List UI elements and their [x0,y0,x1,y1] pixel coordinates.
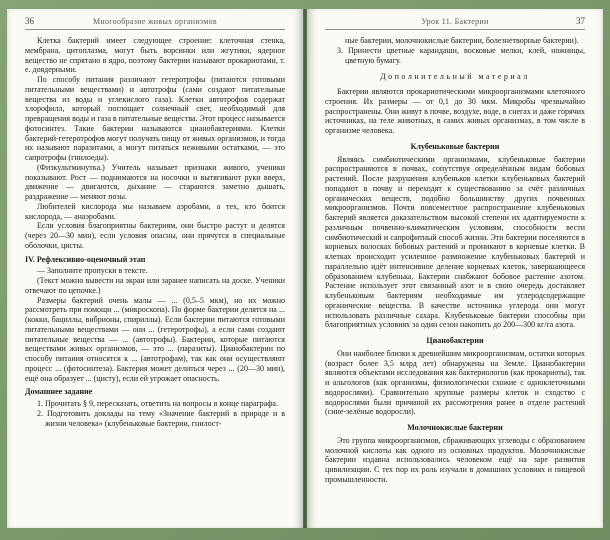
right-page [307,9,603,528]
homework-item-3: 3. Принести цветные карандаши, восковые мелки, клей, ножницы, цветную бумагу. [337,45,585,65]
paragraph-nodule-bacteria: Являясь симбиотическими организмами, клубеньковые бактерии распространяются в почвах, сопутствуя определённым видам бобовых растений. После разрушения клубеньков клетки клубеньковых бактерий попадают в почву и переходят к существованию за счёт различных органических веществ, подобно большинству других почвенных микроорганизмов. Почти повсеместное распространение клубеньковых бактерий является доказательством высокой степени их адаптируемости к различным почвенно-климатическим условиям, способности вести симбиотический и сапрофитный способ жизни. Эти бактерии поселяются в корневых волосках бобовых растений и проникают в корневые клетки. В клетках происходит усиленное размножение клубеньковых бактерий и параллельно идёт интенсивное деление корневых клеток, завершающееся образованием клубенька. Бактерии снабжают бобовое растение азотом. Растение использует этот связанный азот и в свою очередь доставляет клубеньковым бактериям необходимые им углеродсодержащие органические вещества. В качестве источника углерода они могут использовать различные сахара. Клубеньковые бактерии способны при благоприятных условиях за один сезон накопить до 200—300 кг/га азота. [325,154,585,330]
right-running-title: Урок 11. Бактерии [421,17,489,26]
heading-nodule-bacteria: Клубеньковые бактерии [410,141,500,151]
paragraph-nutrition-types: По способу питания различают гетеротрофы (питаются готовыми питательными веществами) и автотрофы (сами создают питательные вещества из воды и углекислого газа). Клетки автотрофов содержат хлорофилл, который поглощает солнечный свет, необходимый для превращения воды и газа в питательные вещества. Этот процесс называется фотосинтез. Такие бактерии называются цианобактериями. Клетки бактерий-гетеротрофов могут получать пищу от живых организмов, и тогда их называют паразитами, а могут питаться неживыми остатками, — это сапротрофы (гнилоеды). [25,75,285,162]
left-page-number: 36 [25,16,34,26]
left-page-header [25,16,285,30]
left-page [7,9,303,528]
right-page-body [325,36,585,518]
heading-homework: Домашнее задание [25,387,93,397]
left-page-body [25,36,285,518]
paragraph-cell-structure: Клетка бактерий имеет следующее строение: клеточная стенка, мембрана, цитоплазма, могут быть ворсинки или жгутики, ядерное вещество не спрятано в ядро, поэтому бактерии называют прокариотами, т. е. доядерными. [25,36,285,75]
paragraph-bacteria-overview: Бактерии являются прокариотическими микроорганизмами клеточного строения. Их размеры — от 0,1 до 30 мкм. Микробы чрезвычайно распространены. Они живут в почве, воздухе, воде, в снегах и даже горячих источниках, на теле животных, в самих живых организмах, в том числе в организме человека. [325,87,585,135]
paragraph-fill-in-text: Размеры бактерий очень малы — ... (0,5–5 мкм), но их можно рассмотреть при помощи ... (микроскопа). По форме бактерии делятся на ... (кокки, бациллы, вибрионы, спириллы). Если бактерии питаются готовыми питательными веществами — они ... (гетеротрофы), а если сами создают питательные вещества — ... (автотрофы). Бактерии, которые питаются веществами живых организмов, — это ... (паразиты). Цианобактерии по способу питания относятся к ... (автотрофам), так как они осуществляют процесс ... (фотосинтеза). Бактерия может делиться через ... (20—30 мин), ещё она образует ... (цисту), если ей угрожает опасность. [25,295,285,383]
heading-additional-material: Дополнительный материал [380,72,530,82]
paragraph-lactic-acid-bacteria: Это группа микроорганизмов, сбраживающих углеводы с образованием молочной кислоты как одного из основных продуктов. Молочнокислые бактерии издавна использовались человеком ещё на заре развития цивилизации. С тех пор их роль изучали в домашних условиях и пищевой промышленности. [325,435,585,484]
right-page-header [325,16,585,30]
right-page-number: 37 [576,16,585,26]
heading-reflection-stage: IV. Рефлексивно-оценочный этап [25,254,146,264]
paragraph-task-prompt: — Заполните пропуски в тексте. [37,266,148,276]
homework-item-2: 2. Подготовить доклады на тему «Значение бактерий в природе и в жизни человека» (клубеньковые бактерии, гнилост- [37,408,285,428]
homework-item-2-continued: ные бактерии, молочнокислые бактерии, болезнетворные бактерии). [345,36,579,45]
homework-item-1: 1. Прочитать § 9, пересказать, ответить на вопросы в конце параграфа. [37,399,278,408]
paragraph-division: Если условия благоприятны бактериям, они быстро растут и делятся (через 20—30 мин), если условия опасны, они прячутся в специальные оболочки, цисты. [25,221,285,250]
paragraph-task-note: (Текст можно вывести на экран или заранее написать на доске. Ученики отвечают по цепочке.) [25,276,285,295]
left-running-title: Многообразие живых организмов [92,17,218,26]
paragraph-aerobes: Любителей кислорода мы называем аэробами, а тех, кто боится кислорода, — анаэробами. [25,201,285,221]
heading-cyanobacteria: Цианобактерии [426,336,484,345]
paragraph-cyanobacteria: Они наиболее близки к древнейшим микроорганизмам, остатки которых (возраст более 3,5 млрд лет) обнаружены на Земле. Цианобактерии являются объектами исследования как бактериологов (как прокариоты), так и альгологов (как организмы, физиологически схожие с одноклеточными водорослями). Сравнительно крупные размеры клеток и сходство с водорослями были причиной их рассмотрения ранее в отделе растений (сине-зелёные водоросли). [325,348,585,417]
paragraph-physical-exercise: (Физкультминутка.) Учитель называет признаки живого, ученики показывают. Рост — поднимаются на носочки и вытягивают руки вверх, движение — двигаются, дыхание — стараются заметно дышать, раздражение — меняют позы. [25,162,285,201]
heading-lactic-acid-bacteria: Молочнокислые бактерии [407,423,503,432]
